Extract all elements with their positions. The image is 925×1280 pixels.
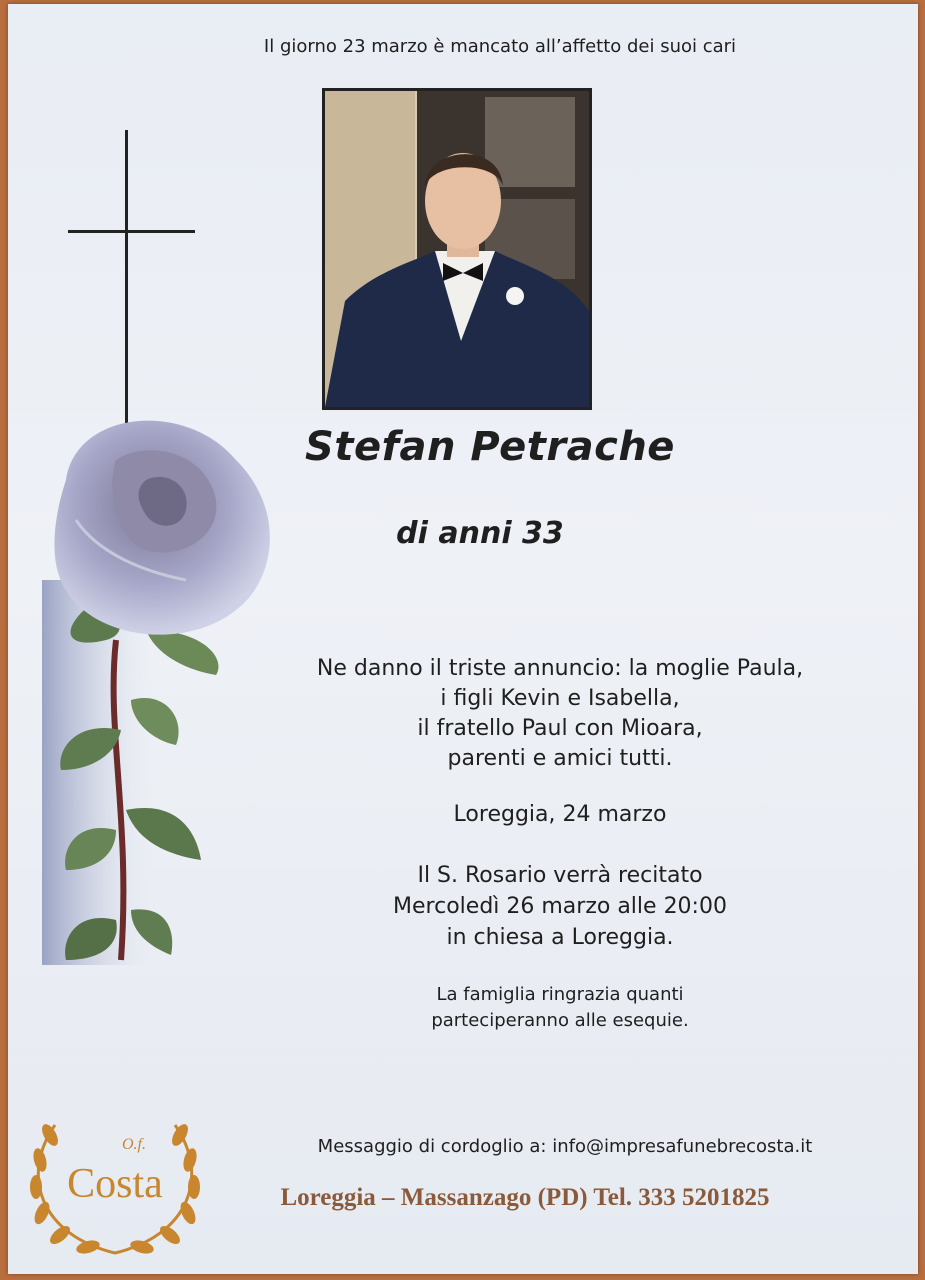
portrait-photo <box>322 88 592 410</box>
costa-logo-icon <box>20 1105 210 1260</box>
rosary-info <box>300 860 820 953</box>
announcement-text <box>240 654 880 774</box>
announcement-line: i figli Kevin e Isabella, <box>440 686 680 711</box>
announcement-line: il fratello Paul con Mioara, <box>417 716 703 741</box>
place-date: Loreggia, 24 marzo <box>453 802 667 827</box>
condolence-email: Messaggio di cordoglio a: info@impresafunebrecosta.it <box>317 1136 813 1157</box>
thanks-text <box>300 982 820 1034</box>
logo-text: Costa <box>67 1161 163 1207</box>
cross-icon <box>58 130 198 430</box>
thanks-line: parteciperanno alle esequie. <box>431 1010 689 1031</box>
portrait-image <box>325 91 589 407</box>
logo-monogram: O.f. <box>122 1136 146 1153</box>
funeral-home-contact: Loreggia – Massanzago (PD) Tel. 333 5201825 <box>280 1184 770 1211</box>
announcement-line: Ne danno il triste annuncio: la moglie Paula, <box>316 656 804 681</box>
rosary-line: Mercoledì 26 marzo alle 20:00 <box>393 894 727 919</box>
deceased-age: di anni 33 <box>396 516 564 551</box>
rosary-line: in chiesa a Loreggia. <box>446 925 674 950</box>
rosary-line: Il S. Rosario verrà recitato <box>417 863 703 888</box>
headline: Il giorno 23 marzo è mancato all’affetto dei suoi cari <box>263 36 737 57</box>
deceased-name: Stefan Petrache <box>305 424 675 470</box>
thanks-line: La famiglia ringrazia quanti <box>436 984 684 1005</box>
announcement-line: parenti e amici tutti. <box>447 746 673 771</box>
